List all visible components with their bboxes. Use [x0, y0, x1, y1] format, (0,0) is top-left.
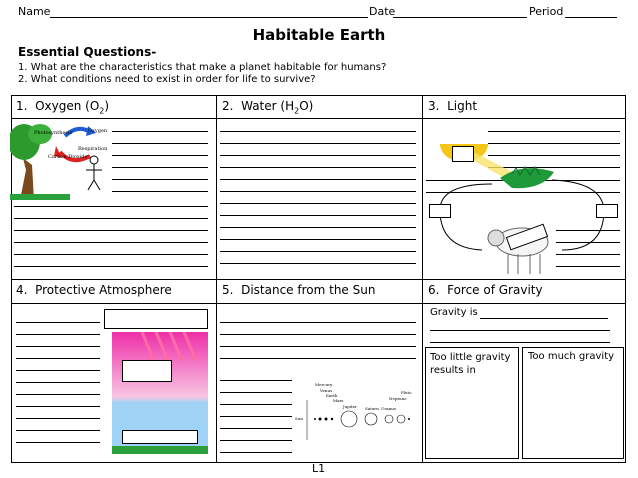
writing-line[interactable]: [220, 322, 416, 323]
writing-line[interactable]: [430, 342, 610, 343]
writing-line[interactable]: [112, 191, 208, 192]
writing-line[interactable]: [16, 358, 100, 359]
writing-line[interactable]: [220, 263, 416, 264]
too-little-label: Too little gravity results in: [430, 352, 511, 376]
writing-line[interactable]: [220, 179, 416, 180]
writing-line[interactable]: [16, 370, 100, 371]
period-field[interactable]: [565, 17, 617, 18]
writing-line[interactable]: [14, 266, 208, 267]
writing-line[interactable]: [16, 442, 100, 443]
light-box-left[interactable]: [429, 204, 451, 218]
oxygen-cycle-diagram: [10, 120, 115, 200]
writing-line[interactable]: [16, 334, 100, 335]
carbon-label: Carbon Dioxide: [48, 154, 88, 160]
writing-line[interactable]: [220, 440, 292, 441]
writing-line[interactable]: [112, 143, 208, 144]
svg-text:Pluto: Pluto: [401, 390, 412, 395]
writing-line[interactable]: [488, 131, 620, 132]
atmosphere-label-box[interactable]: [104, 309, 208, 329]
writing-line[interactable]: [220, 452, 292, 453]
page-title: Habitable Earth: [252, 26, 386, 44]
writing-line[interactable]: [220, 358, 416, 359]
writing-line[interactable]: [16, 394, 100, 395]
writing-line[interactable]: [220, 203, 416, 204]
writing-line[interactable]: [220, 167, 416, 168]
writing-line[interactable]: [480, 318, 608, 319]
writing-line[interactable]: [14, 242, 208, 243]
svg-text:Venus: Venus: [320, 388, 333, 393]
cell-atmosphere-title: 4. Protective Atmosphere: [16, 283, 172, 297]
writing-line[interactable]: [220, 131, 416, 132]
writing-line[interactable]: [220, 380, 292, 381]
photosynthesis-label: Photosynthesis: [34, 130, 73, 136]
writing-line[interactable]: [220, 155, 416, 156]
writing-line[interactable]: [112, 167, 208, 168]
writing-line[interactable]: [16, 406, 100, 407]
writing-line[interactable]: [16, 346, 100, 347]
solar-system-diagram: [293, 380, 413, 450]
writing-line[interactable]: [14, 206, 208, 207]
svg-text:Earth: Earth: [326, 393, 338, 398]
svg-text:Mars: Mars: [333, 398, 344, 403]
cell-light-title: 3. Light: [428, 99, 478, 113]
light-box-right[interactable]: [596, 204, 618, 218]
name-label: Name: [18, 5, 51, 18]
writing-line[interactable]: [112, 179, 208, 180]
writing-line[interactable]: [14, 218, 208, 219]
writing-line[interactable]: [220, 392, 292, 393]
cell-gravity-title: 6. Force of Gravity: [428, 283, 543, 297]
too-much-box: [522, 347, 624, 459]
writing-line[interactable]: [112, 155, 208, 156]
writing-line[interactable]: [16, 382, 100, 383]
writing-line[interactable]: [14, 230, 208, 231]
writing-line[interactable]: [16, 322, 100, 323]
question-2: 2. What conditions need to exist in order for life to survive?: [18, 74, 316, 85]
date-field[interactable]: [393, 17, 527, 18]
svg-text:Uranus: Uranus: [381, 406, 396, 411]
writing-line[interactable]: [220, 227, 416, 228]
question-1: 1. What are the characteristics that make a planet habitable for humans?: [18, 62, 387, 73]
writing-line[interactable]: [220, 191, 416, 192]
svg-text:Sun: Sun: [295, 416, 303, 421]
writing-line[interactable]: [220, 428, 292, 429]
essential-questions-heading: Essential Questions-: [18, 45, 157, 59]
writing-line[interactable]: [112, 131, 208, 132]
atmosphere-box-upper[interactable]: [122, 360, 172, 382]
writing-line[interactable]: [16, 430, 100, 431]
cell-water-title: 2. Water $(H_2O)$: [222, 99, 314, 116]
cell-distance-title: 5. Distance from the Sun: [222, 283, 376, 297]
svg-text:Neptune: Neptune: [389, 396, 407, 401]
writing-line[interactable]: [220, 215, 416, 216]
writing-line[interactable]: [220, 143, 416, 144]
oxygen-label: Oxygen: [88, 128, 108, 134]
gravity-is-label: Gravity is: [430, 307, 478, 318]
writing-line[interactable]: [16, 418, 100, 419]
writing-line[interactable]: [220, 334, 416, 335]
writing-line[interactable]: [220, 404, 292, 405]
too-much-label: Too much gravity: [528, 351, 615, 362]
name-field[interactable]: [50, 17, 368, 18]
date-label: Date: [369, 5, 396, 18]
writing-line[interactable]: [430, 330, 610, 331]
writing-line[interactable]: [14, 254, 208, 255]
period-label: Period: [529, 5, 564, 18]
writing-line[interactable]: [220, 416, 292, 417]
svg-text:Mercury: Mercury: [315, 382, 333, 387]
svg-text:Saturn: Saturn: [365, 406, 379, 411]
light-box-sun[interactable]: [452, 146, 474, 162]
cell-oxygen-title: 1. Oxygen $(O_2)$: [16, 99, 110, 116]
respiration-label: Respiration: [78, 146, 108, 152]
page-footer: L1: [312, 462, 326, 475]
atmosphere-box-lower[interactable]: [122, 430, 198, 444]
writing-line[interactable]: [220, 239, 416, 240]
svg-text:Jupiter: Jupiter: [343, 404, 357, 409]
writing-line[interactable]: [220, 251, 416, 252]
writing-line[interactable]: [220, 346, 416, 347]
